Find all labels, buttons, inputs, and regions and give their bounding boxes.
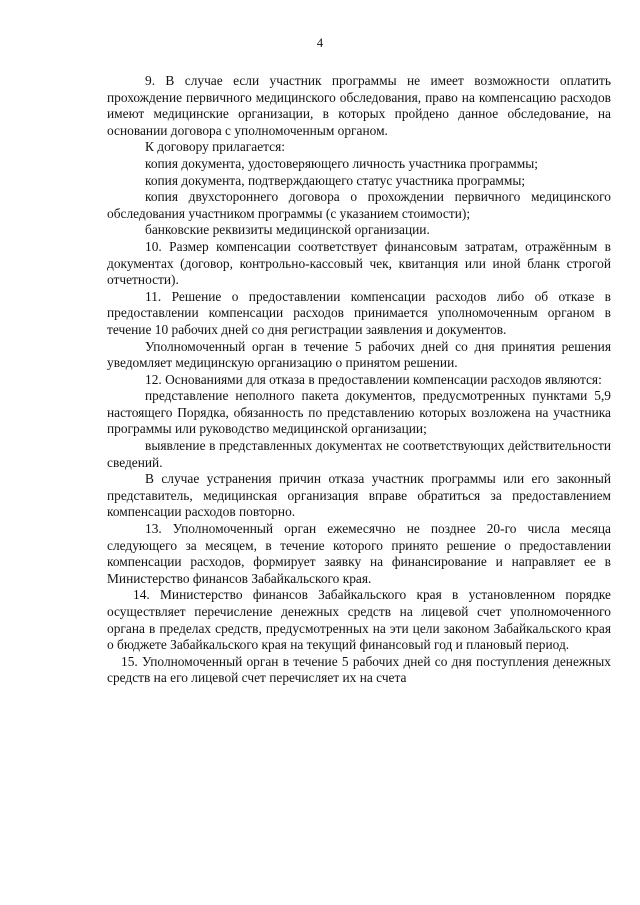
refusal-ground-incomplete-package: представление неполного пакета документов, предусмотренных пунктами 5,9 настоящего Порядка, обязанность по представлению которых возложена на участника программы или руководство медицинской организации; bbox=[107, 388, 611, 437]
paragraph-9: 9. В случае если участник программы не имеет возможности оплатить прохождение первичного медицинского обследования, право на компенсацию расходов имеют медицинские организации, в которых пройдено данное обследование, на основании договора с уполномоченным органом. bbox=[107, 73, 611, 138]
paragraph-11: 11. Решение о предоставлении компенсации расходов либо об отказе в предоставлении компенсации расходов принимается уполномоченным органом в течение 10 рабочих дней со дня регистрации заявления и документов. bbox=[107, 288, 611, 337]
paragraph-10: 10. Размер компенсации соответствует финансовым затратам, отражённым в документах (договор, контрольно-кассовый чек, квитанция или иной бланк строгой отчетности). bbox=[107, 238, 611, 288]
attachment-item-status-document: копия документа, подтверждающего статус участника программы; bbox=[145, 172, 526, 188]
paragraph-reapplication: В случае устранения причин отказа участник программы или его законный представитель, медицинская организация вправе обратиться за предоставлением компенсации расходов повторно. bbox=[107, 471, 611, 520]
paragraph-13: 13. Уполномоченный орган ежемесячно не позднее 20-го числа месяца следующего за месяцем, в течение которого принято решение о предоставлении компенсации расходов, формирует заявку на финансирование и направляет ее в Министерство финансов Забайкальского края. bbox=[107, 521, 611, 586]
attachment-item-bank-details: банковские реквизиты медицинской организации. bbox=[145, 222, 430, 238]
attachment-item-identity-document: копия документа, удостоверяющего личность участника программы; bbox=[145, 155, 538, 171]
paragraph-15: 15. Уполномоченный орган в течение 5 рабочих дней со дня поступления денежных средств на его лицевой счет перечисляет их на счета bbox=[107, 653, 611, 686]
paragraph-12: 12. Основаниями для отказа в предоставлении компенсации расходов являются: bbox=[145, 371, 602, 387]
refusal-ground-false-information: выявление в представленных документах не соответствующих действительности сведений. bbox=[107, 438, 611, 470]
page-number: 4 bbox=[316, 36, 324, 50]
document-body bbox=[107, 73, 611, 687]
attachment-item-bilateral-contract: копия двухстороннего договора о прохождении первичного медицинского обследования участником программы (с указанием стоимости); bbox=[107, 189, 611, 221]
paragraph-contract-attachments-heading: К договору прилагается: bbox=[145, 139, 285, 155]
paragraph-notification: Уполномоченный орган в течение 5 рабочих дней со дня принятия решения уведомляет медицинскую организацию о принятом решении. bbox=[107, 338, 611, 371]
paragraph-14: 14. Министерство финансов Забайкальского края в установленном порядке осуществляет перечисление денежных средств на лицевой счет уполномоченного органа в пределах средств, предусмотренных на эти цели законом Забайкальского края о бюджете Забайкальского края на текущий финансовый год и плановый период. bbox=[107, 587, 611, 653]
